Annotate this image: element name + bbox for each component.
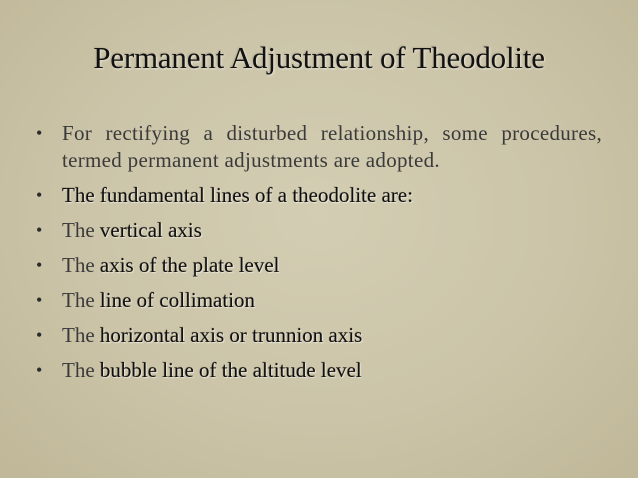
bullet-list [34, 120, 602, 392]
bullet-icon: • [36, 325, 43, 345]
bullet-prefix: The [62, 218, 95, 242]
bullet-item [34, 217, 602, 244]
bullet-icon: • [36, 360, 43, 380]
bullet-item [34, 322, 602, 349]
bullet-emphasis: line of collimation [99, 288, 256, 312]
bullet-prefix: The [62, 323, 95, 347]
bullet-emphasis: vertical axis [99, 218, 202, 242]
bullet-item [34, 287, 602, 314]
bullet-icon: • [36, 290, 43, 310]
bullet-emphasis: bubble line of the altitude level [99, 358, 362, 382]
bullet-prefix: The [62, 288, 95, 312]
slide-title: Permanent Adjustment of Theodolite [93, 40, 545, 75]
bullet-icon: • [36, 255, 43, 275]
bullet-item [34, 120, 602, 174]
bullet-text: The fundamental lines of a theodolite are: [62, 183, 414, 207]
bullet-item [34, 252, 602, 279]
bullet-icon: • [36, 123, 43, 143]
bullet-prefix: The [62, 358, 95, 382]
bullet-text: For rectifying a disturbed relationship, some procedures, termed permanent adjustments are adopted. [62, 121, 602, 172]
bullet-item [34, 357, 602, 384]
bullet-emphasis: horizontal axis or trunnion axis [99, 323, 363, 347]
bullet-icon: • [36, 220, 43, 240]
bullet-icon: • [36, 185, 43, 205]
bullet-emphasis: axis of the plate level [99, 253, 280, 277]
bullet-item [34, 182, 602, 209]
bullet-prefix: The [62, 253, 95, 277]
